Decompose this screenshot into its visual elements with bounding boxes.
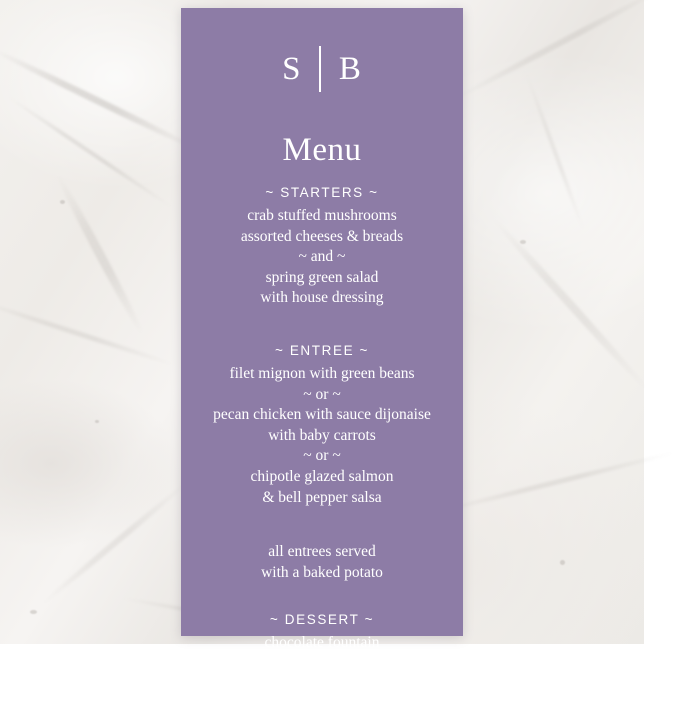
course-heading-entree: ~ ENTREE ~: [274, 343, 370, 359]
course-heading-starters: ~ STARTERS ~: [265, 185, 379, 200]
menu-connector: ~ or ~: [303, 447, 341, 465]
marble-speck: [30, 610, 37, 614]
section-spacer: [181, 508, 463, 542]
menu-item: & bell pepper salsa: [262, 488, 382, 506]
monogram: [181, 46, 463, 92]
menu-connector: ~ or ~: [303, 385, 341, 403]
marble-vein: [433, 450, 677, 515]
menu-item: with baby carrots: [268, 426, 376, 444]
marble-vein: [524, 71, 586, 232]
menu-item: filet mignon with green beans: [229, 365, 415, 383]
marble-speck: [95, 420, 99, 423]
menu-card: [181, 8, 463, 713]
course-dessert: [181, 612, 463, 715]
menu-item: chocolate fountain: [264, 633, 380, 651]
monogram-initial-right: B: [338, 50, 362, 87]
course-starters: [181, 185, 463, 309]
section-spacer: [181, 584, 463, 612]
marble-speck: [560, 560, 565, 565]
menu-item: spring green salad: [265, 268, 379, 286]
marble-vein: [0, 46, 200, 153]
menu-item: wedding cake: [279, 674, 365, 692]
entree-note: [181, 542, 463, 583]
monogram-initial-left: S: [282, 50, 302, 87]
menu-connector: ~ and ~: [298, 654, 346, 672]
marble-speck: [520, 240, 526, 244]
menu-item: crab stuffed mushrooms: [247, 207, 397, 224]
marble-vein: [6, 94, 174, 209]
menu-item: served with coffee and tea: [240, 695, 404, 713]
course-entree: [181, 343, 463, 508]
menu-item: with house dressing: [260, 289, 384, 307]
page-title: Menu: [282, 132, 362, 168]
menu-item: pecan chicken with sauce dijonaise: [213, 406, 431, 424]
marble-vein: [54, 173, 146, 336]
note-line: with a baked potato: [261, 563, 383, 581]
menu-item: chipotle glazed salmon: [250, 468, 394, 486]
menu-item: assorted cheeses & breads: [240, 227, 404, 245]
marble-vein: [40, 480, 189, 607]
menu-connector: ~ and ~: [298, 248, 346, 266]
course-heading-dessert: ~ DESSERT ~: [269, 611, 375, 627]
note-line: all entrees served: [268, 543, 376, 561]
marble-vein: [0, 298, 176, 368]
marble-speck: [60, 200, 65, 204]
marble-vein: [490, 216, 650, 392]
section-spacer: [181, 309, 463, 343]
marble-vein: [453, 0, 668, 102]
